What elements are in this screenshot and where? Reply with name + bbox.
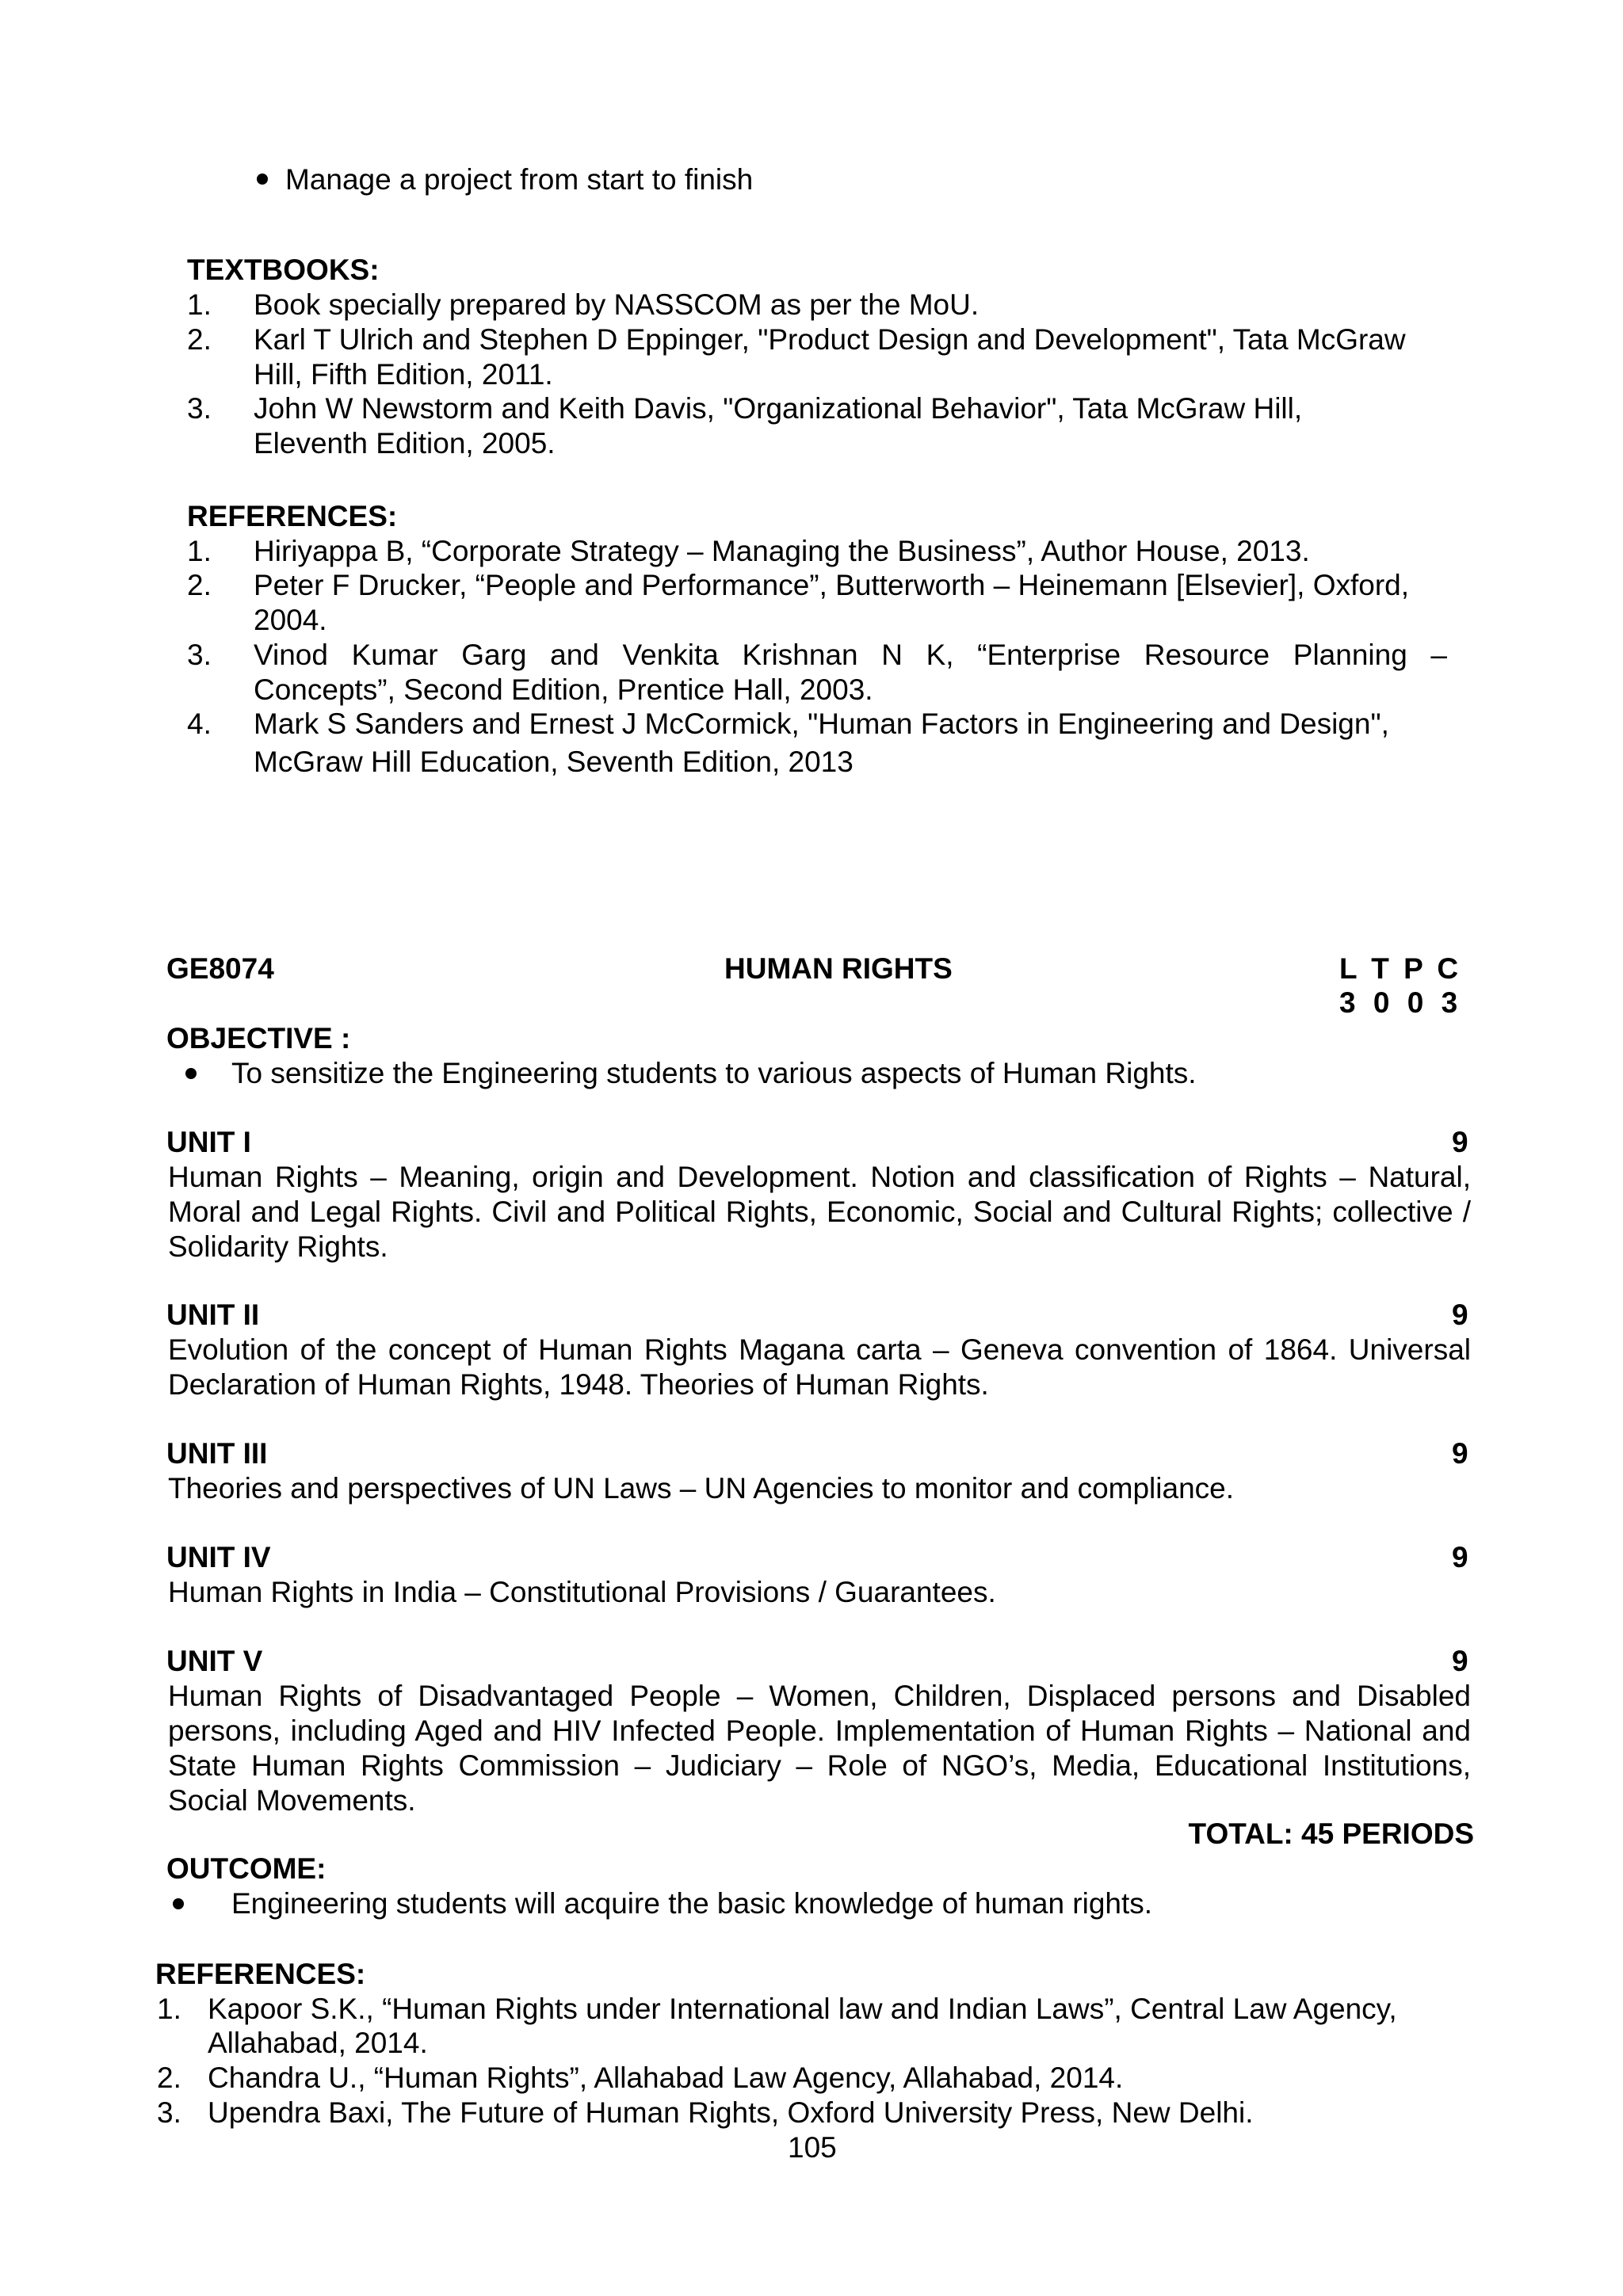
reference-num-2: 2. (157, 2061, 181, 2094)
textbook-num-1: 1. (187, 288, 212, 321)
reference-num-1: 1. (157, 1993, 181, 2025)
reference-1-line-1: Hiriyappa B, “Corporate Strategy – Managing the Business”, Author House, 2013. (254, 535, 1310, 567)
reference-num-3: 3. (157, 2096, 181, 2129)
reference-3-line-1: Vinod Kumar Garg and Venkita Krishnan N K, “Enterprise Resource Planning – (254, 639, 1447, 671)
reference-2-line-1: Peter F Drucker, “People and Performance”, Butterworth – Heinemann [Elsevier], Oxford, (254, 569, 1410, 601)
ltpc-values: 3 0 0 3 (1339, 986, 1463, 1019)
unit-4-text: Human Rights in India – Constitutional Provisions / Guarantees. (168, 1576, 996, 1608)
reference-3-line-2: Concepts”, Second Edition, Prentice Hall, 2003. (254, 673, 873, 706)
reference-num-1: 1. (187, 535, 212, 567)
reference-1-line-1: Kapoor S.K., “Human Rights under International law and Indian Laws”, Central Law Agency, (208, 1993, 1397, 2025)
reference-2-line-1: Chandra U., “Human Rights”, Allahabad Law Agency, Allahabad, 2014. (208, 2061, 1124, 2094)
course-code: GE8074 (166, 952, 274, 985)
textbook-1-line-1: Book specially prepared by NASSCOM as per the MoU. (254, 288, 980, 321)
references-heading: REFERENCES: (187, 500, 398, 532)
objective-heading: OBJECTIVE : (166, 1022, 351, 1055)
unit-4-title: UNIT IV (166, 1541, 271, 1573)
unit-5-hours: 9 (1452, 1645, 1468, 1677)
reference-1-line-2: Allahabad, 2014. (208, 2027, 428, 2059)
textbook-3-line-2: Eleventh Edition, 2005. (254, 427, 556, 460)
references-heading: REFERENCES: (155, 1958, 366, 1990)
unit-2-title: UNIT II (166, 1299, 260, 1331)
textbook-2-line-2: Hill, Fifth Edition, 2011. (254, 358, 553, 391)
outcome-bullet-text: Engineering students will acquire the basic knowledge of human rights. (231, 1887, 1153, 1920)
unit-4-hours: 9 (1452, 1541, 1468, 1573)
reference-4-line-1: Mark S Sanders and Ernest J McCormick, "Human Factors in Engineering and Design", (254, 707, 1389, 740)
unit-5-text: Human Rights of Disadvantaged People – Women, Children, Displaced persons and Disabled persons, including Aged and HIV Infected People. Implementation of Human Rights – National and State Human Rights Commission – Judiciary – Role of NGO’s, Media, Educational Institutions, Social Movements. (168, 1680, 1471, 1817)
ltpc-label: L T P C (1339, 952, 1462, 985)
reference-num-4: 4. (187, 707, 212, 740)
unit-1-title: UNIT I (166, 1126, 251, 1158)
objective-bullet-text: To sensitize the Engineering students to various aspects of Human Rights. (231, 1057, 1197, 1089)
textbooks-heading: TEXTBOOKS: (187, 254, 380, 286)
reference-4-line-2: McGraw Hill Education, Seventh Edition, 2013 (254, 746, 854, 778)
unit-5-title: UNIT V (166, 1645, 263, 1677)
unit-2-hours: 9 (1452, 1299, 1468, 1331)
unit-1-hours: 9 (1452, 1126, 1468, 1158)
unit-3-title: UNIT III (166, 1437, 268, 1470)
top-bullet-text: Manage a project from start to finish (285, 163, 754, 196)
reference-num-2: 2. (187, 569, 212, 601)
textbook-num-3: 3. (187, 392, 212, 425)
unit-1-text: Human Rights – Meaning, origin and Development. Notion and classification of Rights – Natural, Moral and Legal Rights. Civil and Political Rights, Economic, Social and Cultural Rights; collective / Solidarity Rights. (168, 1161, 1471, 1263)
course-title: HUMAN RIGHTS (724, 952, 953, 985)
page-number: 105 (788, 2131, 837, 2164)
bullet-dot (173, 1898, 184, 1909)
reference-2-line-2: 2004. (254, 604, 327, 636)
bullet-dot (185, 1068, 197, 1079)
unit-3-hours: 9 (1452, 1437, 1468, 1470)
textbook-2-line-1: Karl T Ulrich and Stephen D Eppinger, "Product Design and Development", Tata McGraw (254, 323, 1406, 356)
bullet-dot (257, 174, 268, 185)
reference-3-line-1: Upendra Baxi, The Future of Human Rights, Oxford University Press, New Delhi. (208, 2096, 1254, 2129)
total-periods: TOTAL: 45 PERIODS (1188, 1817, 1474, 1850)
unit-3-text: Theories and perspectives of UN Laws – UN Agencies to monitor and compliance. (168, 1472, 1235, 1505)
reference-num-3: 3. (187, 639, 212, 671)
outcome-heading: OUTCOME: (166, 1852, 327, 1885)
textbook-3-line-1: John W Newstorm and Keith Davis, "Organizational Behavior", Tata McGraw Hill, (254, 392, 1303, 425)
textbook-num-2: 2. (187, 323, 212, 356)
unit-2-text: Evolution of the concept of Human Rights Magana carta – Geneva convention of 1864. Universal Declaration of Human Rights, 1948. Theories of Human Rights. (168, 1333, 1471, 1401)
